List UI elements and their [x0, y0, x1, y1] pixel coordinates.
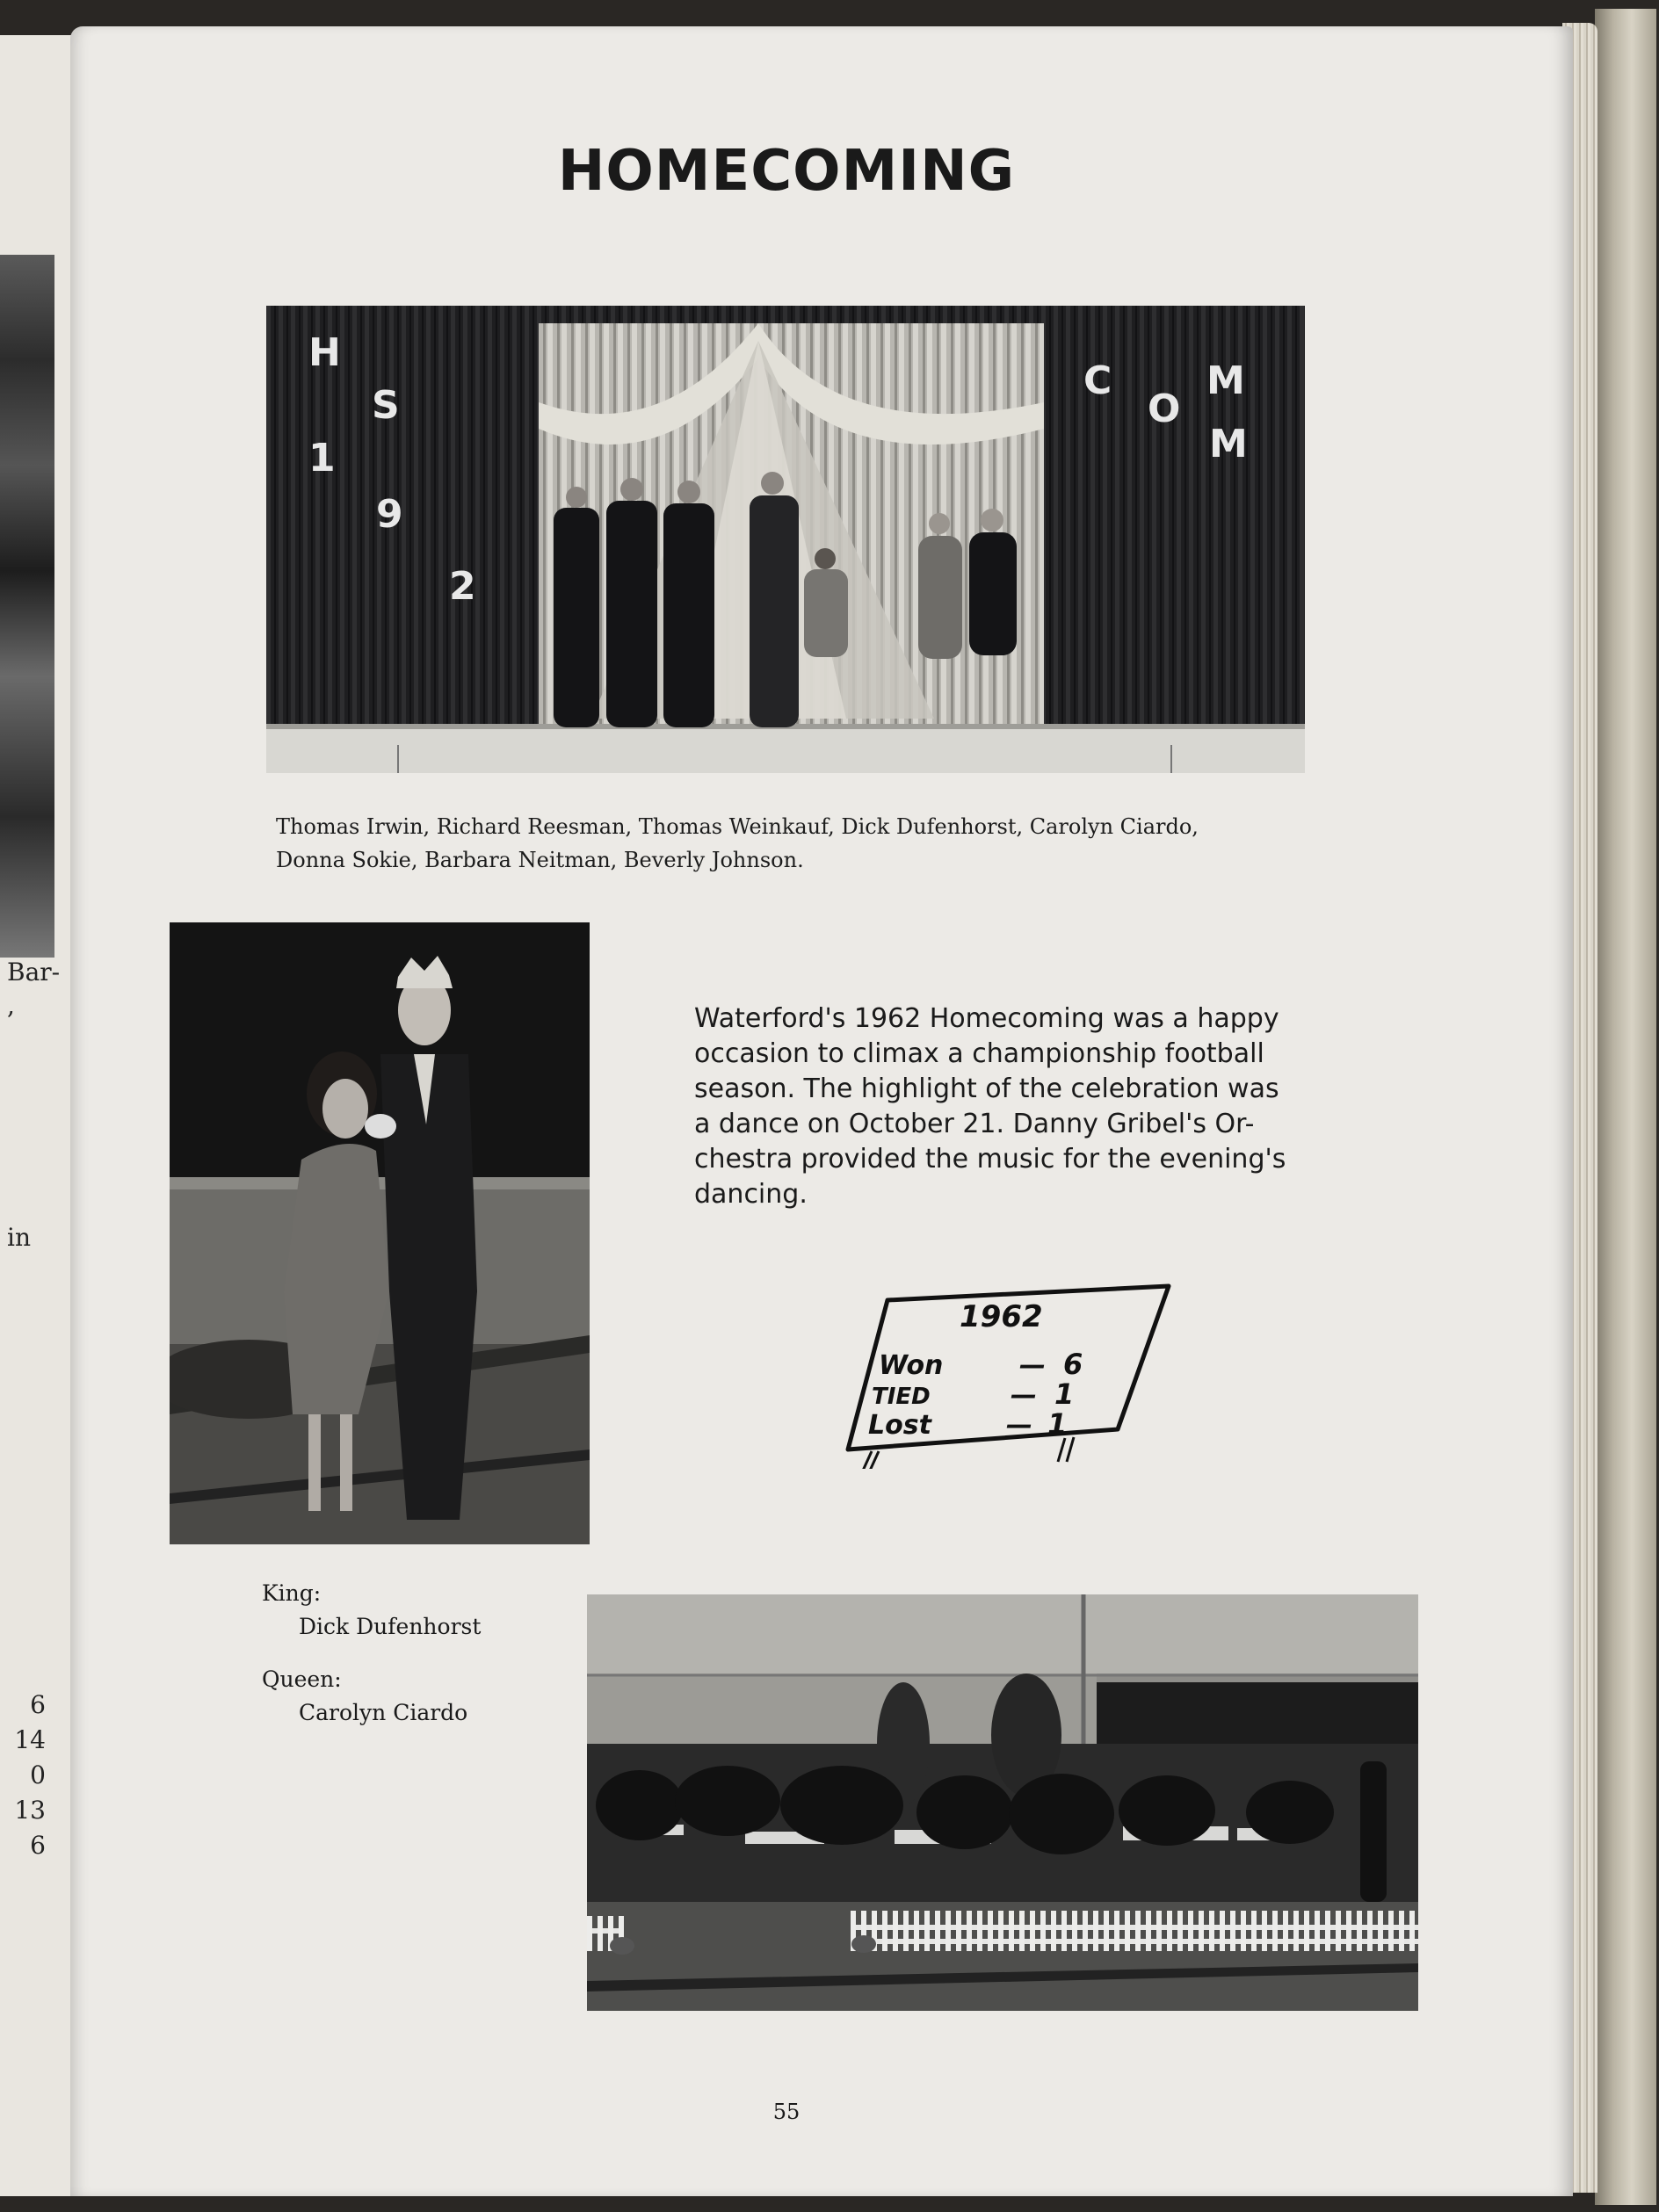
stage-letter: M	[1206, 358, 1245, 403]
description-line: Waterford's 1962 Homecoming was a happy	[694, 1003, 1279, 1034]
stage-letter: C	[1083, 358, 1112, 403]
scoreboard-label: Won	[879, 1350, 944, 1381]
left-page-number-fragment: 13	[14, 1796, 46, 1825]
scoreboard-value: 6	[1063, 1348, 1083, 1381]
stage-letter: H	[308, 330, 341, 375]
queen-name: Carolyn Ciardo	[299, 1700, 468, 1725]
left-page-text-fragment: in	[7, 1223, 31, 1252]
description-line: a dance on October 21. Danny Gribel's Or-	[694, 1109, 1255, 1139]
left-page-number-fragment: 0	[30, 1760, 46, 1789]
scoreboard-label: TIED	[872, 1384, 931, 1410]
description-line: season. The highlight of the celebration was	[694, 1073, 1279, 1104]
scoreboard-value: 1	[1054, 1377, 1075, 1411]
description-line: occasion to climax a championship football	[694, 1038, 1264, 1069]
description-line: chestra provided the music for the evening's	[694, 1144, 1286, 1175]
scoreboard-dash: —	[1019, 1350, 1046, 1381]
season-record-scoreboard	[844, 1276, 1177, 1469]
homecoming-royalty	[262, 1577, 481, 1730]
stage-letter: 2	[449, 564, 476, 609]
scoreboard-dash: —	[1011, 1380, 1037, 1411]
stage-letter: 1	[308, 436, 336, 481]
scoreboard-dash: —	[1006, 1410, 1032, 1441]
left-page-number-fragment: 14	[14, 1725, 46, 1754]
scoreboard-year: 1962	[960, 1299, 1043, 1334]
book-cover-edge	[1595, 9, 1656, 2205]
stage-photo-caption	[276, 810, 1330, 877]
stage-letter: M	[1209, 422, 1248, 466]
description-line: dancing.	[694, 1179, 808, 1210]
stage-letter: S	[372, 383, 400, 428]
stage-letter: O	[1148, 387, 1181, 431]
page-number: 55	[772, 2100, 801, 2124]
left-page-text-fragment: ,	[7, 991, 15, 1020]
king-name: Dick Dufenhorst	[299, 1614, 482, 1639]
scoreboard-label: Lost	[868, 1410, 931, 1441]
king-queen-dance-photo	[170, 922, 590, 1544]
king-label: King:	[262, 1580, 322, 1606]
stage-letter: 9	[376, 492, 403, 537]
left-page-number-fragment: 6	[30, 1831, 46, 1860]
left-page-number-fragment: 6	[30, 1690, 46, 1719]
caption-line: Donna Sokie, Barbara Neitman, Beverly Johnson.	[276, 848, 804, 872]
caption-line: Thomas Irwin, Richard Reesman, Thomas Weinkauf, Dick Dufenhorst, Carolyn Ciardo,	[276, 814, 1199, 839]
page-title: HOMECOMING	[557, 139, 1016, 204]
stage-photo	[266, 306, 1305, 773]
left-page-text-fragment: Bar-	[7, 958, 61, 987]
left-page-photo-fragment	[0, 255, 54, 958]
queen-label: Queen:	[262, 1666, 342, 1692]
homecoming-description	[694, 1001, 1415, 1212]
dance-hall-photo	[587, 1594, 1418, 2011]
scoreboard-value: 1	[1047, 1407, 1068, 1441]
